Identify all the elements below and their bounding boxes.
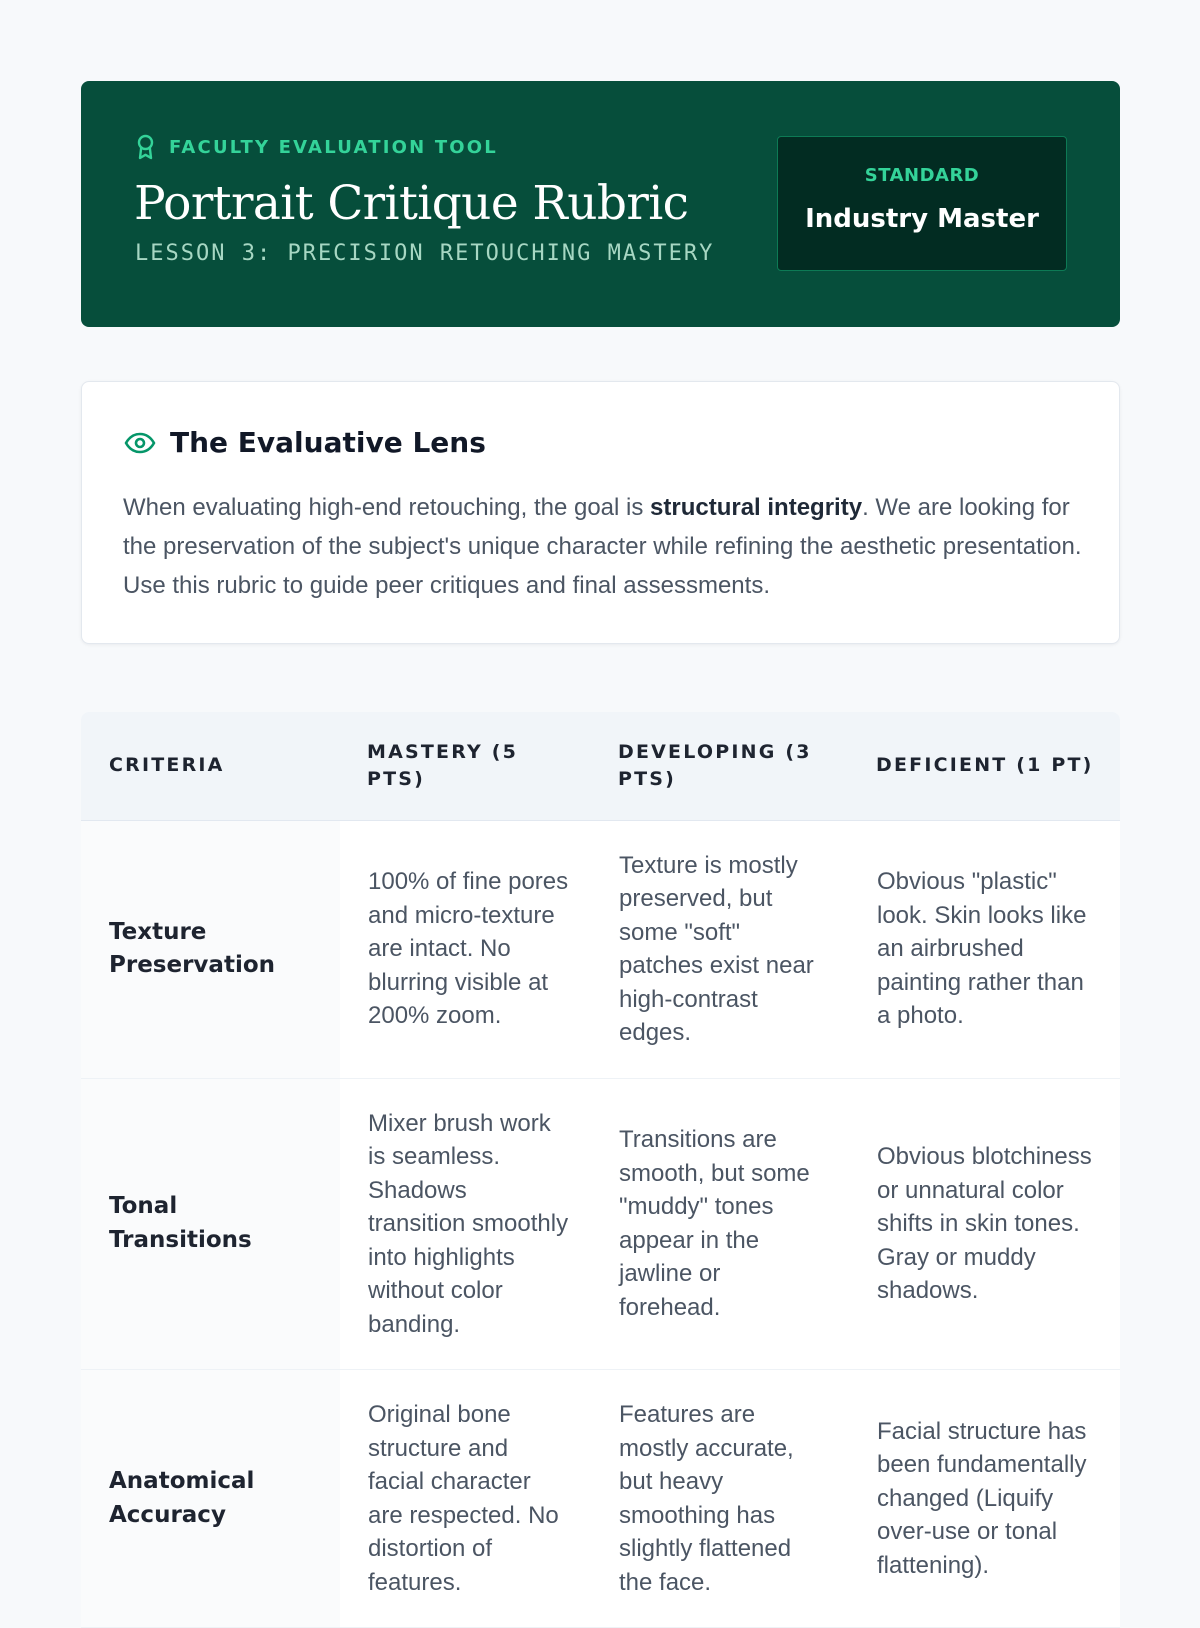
column-header-developing: DEVELOPING (3 PTS) [591,712,849,820]
lens-text-start: When evaluating high-end retouching, the goal is [123,494,651,521]
deficient-cell: Obvious "plastic" look. Skin looks like an airbrushed painting rather than a photo. [849,820,1120,1078]
column-header-mastery: MASTERY (5 PTS) [340,712,591,820]
lens-card [81,381,1120,644]
lens-title: The Evaluative Lens [170,426,486,459]
mastery-cell: Original bone structure and facial character are respected. No distortion of features. [340,1370,591,1628]
standard-badge [777,136,1067,271]
table-row [81,1370,1120,1628]
deficient-cell: Facial structure has been fundamentally changed (Liquify over-use or tonal flattening). [849,1370,1120,1628]
table-row [81,1078,1120,1370]
lens-description [123,488,1083,605]
eyebrow [136,134,498,160]
deficient-cell: Obvious blotchiness or unnatural color shifts in skin tones. Gray or muddy shadows. [849,1078,1120,1370]
developing-cell: Texture is mostly preserved, but some "soft" patches exist near high-contrast edges. [591,820,849,1078]
lens-emphasis: structural integrity [650,494,863,521]
criteria-cell: Texture Preservation [81,820,340,1078]
mastery-cell: 100% of fine pores and micro-texture are intact. No blurring visible at 200% zoom. [340,820,591,1078]
table-row [81,820,1120,1078]
lens-heading [124,426,486,459]
rubric-table [81,712,1120,1628]
developing-cell: Features are mostly accurate, but heavy smoothing has slightly flattened the face. [591,1370,849,1628]
page-title: Portrait Critique Rubric [134,176,689,231]
eye-icon [124,432,156,454]
standard-value: Industry Master [805,204,1039,234]
criteria-cell: Tonal Transitions [81,1078,340,1370]
header-banner [81,81,1120,327]
eyebrow-label: FACULTY EVALUATION TOOL [169,136,498,158]
award-icon [136,134,155,160]
standard-label: STANDARD [864,165,980,186]
mastery-cell: Mixer brush work is seamless. Shadows transition smoothly into highlights without color banding. [340,1078,591,1370]
column-header-deficient: DEFICIENT (1 PT) [849,712,1120,820]
criteria-cell: Anatomical Accuracy [81,1370,340,1628]
developing-cell: Transitions are smooth, but some "muddy" tones appear in the jawline or forehead. [591,1078,849,1370]
column-header-criteria: CRITERIA [81,712,340,820]
lens-text-end: . We are looking for the preservation of the subject's unique character while refining the aesthetic presentation. Use this rubric to guide peer critiques and final assessments. [123,494,1082,599]
rubric-header-row [81,712,1120,820]
page-subtitle: LESSON 3: PRECISION RETOUCHING MASTERY [135,241,715,266]
